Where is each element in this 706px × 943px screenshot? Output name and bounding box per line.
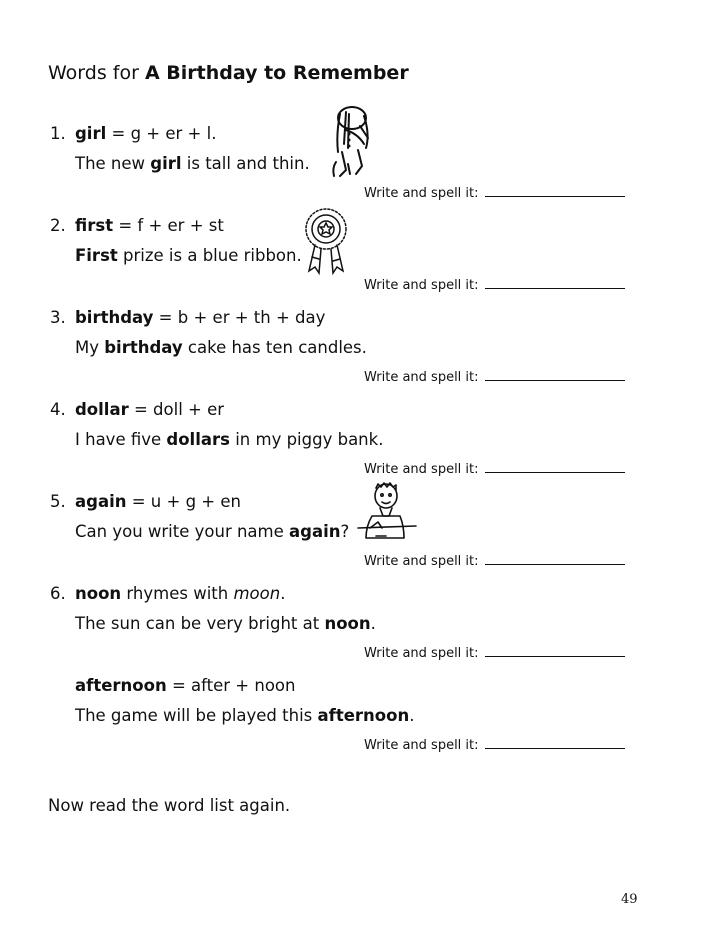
write-and-spell-prompt: Write and spell it: [364,644,625,661]
word-item-noon [0,584,706,644]
item-number: 5. [50,492,66,511]
item-number: 4. [50,400,66,419]
answer-line[interactable] [485,552,625,565]
example-sentence: I have five dollars in my piggy bank. [75,430,384,449]
page-title: Words for A Birthday to Remember [48,62,409,84]
word-formula: noon rhymes with moon. [75,584,286,603]
write-and-spell-prompt: Write and spell it: [364,552,625,569]
write-and-spell-prompt: Write and spell it: [364,736,625,753]
word-item-again [0,492,706,552]
item-number: 3. [50,308,66,327]
word-formula: dollar = doll + er [75,400,225,419]
page-number: 49 [621,892,638,907]
word-formula: girl = g + er + l. [75,124,217,143]
answer-line[interactable] [485,276,625,289]
write-and-spell-prompt: Write and spell it: [364,368,625,385]
word-formula: again = u + g + en [75,492,241,511]
ribbon-illustration [299,205,357,277]
example-sentence: Can you write your name again? [75,522,350,541]
example-sentence: The sun can be very bright at noon. [75,614,376,633]
write-and-spell-prompt: Write and spell it: [364,276,625,293]
instruction-text: Now read the word list again. [48,796,291,815]
answer-line[interactable] [485,184,625,197]
answer-line[interactable] [485,368,625,381]
word-item-birthday [0,308,706,368]
item-number: 1. [50,124,66,143]
write-and-spell-prompt: Write and spell it: [364,460,625,477]
word-formula: first = f + er + st [75,216,224,235]
item-number: 2. [50,216,66,235]
example-sentence: The game will be played this afternoon. [75,706,415,725]
answer-line[interactable] [485,736,625,749]
boy-writing-illustration [356,480,420,550]
girl-illustration [318,104,380,182]
item-number: 6. [50,584,66,603]
answer-line[interactable] [485,460,625,473]
example-sentence: My birthday cake has ten candles. [75,338,367,357]
word-item-dollar [0,400,706,460]
answer-line[interactable] [485,644,625,657]
word-formula: birthday = b + er + th + day [75,308,326,327]
word-item-afternoon [0,676,706,736]
word-formula: afternoon = after + noon [75,676,296,695]
write-and-spell-prompt: Write and spell it: [364,184,625,201]
example-sentence: First prize is a blue ribbon. [75,246,302,265]
example-sentence: The new girl is tall and thin. [75,154,310,173]
